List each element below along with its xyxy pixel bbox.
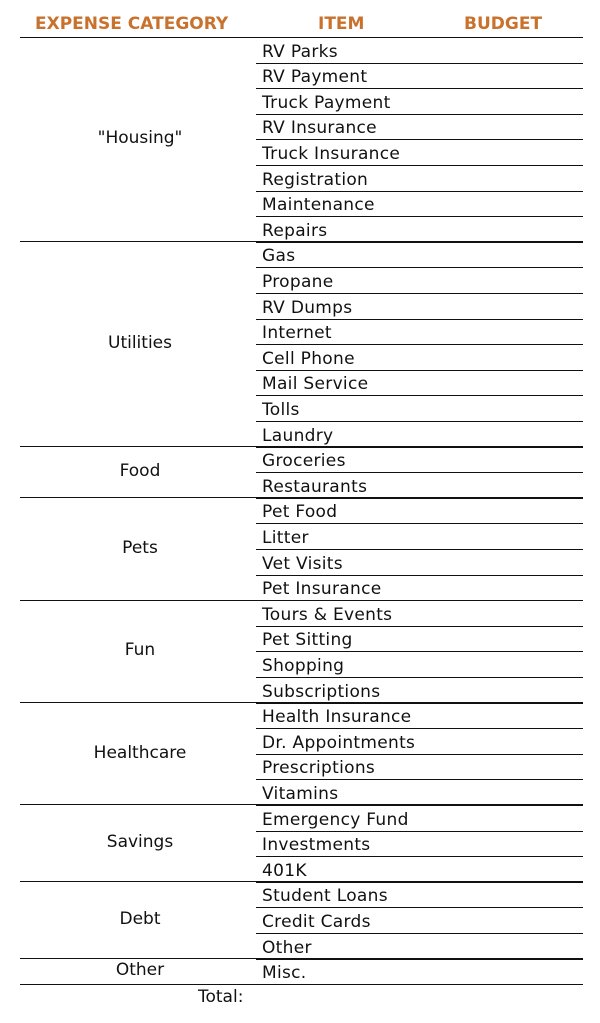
item-label: Health Insurance [262,707,412,728]
item-row [256,115,583,141]
item-label: Gas [262,246,296,267]
item-list [256,601,583,703]
item-row [256,550,583,576]
category-label: Debt [119,909,161,930]
item-row [256,243,583,269]
item-row [256,857,583,883]
item-row [256,883,583,909]
item-list [256,38,583,243]
expense-group [0,960,600,986]
item-label: Pet Sitting [262,630,353,651]
item-row [256,320,583,346]
item-label: Cell Phone [262,348,355,369]
expense-group [0,806,600,883]
category-label: Pets [122,537,158,558]
item-label: Prescriptions [262,758,376,779]
item-label: Laundry [262,425,334,446]
item-label: Repairs [262,220,328,241]
item-row [256,576,583,602]
expense-group [0,448,600,499]
item-label: Pet Insurance [262,579,382,600]
item-label: Tolls [262,399,300,420]
item-row [256,524,583,550]
item-label: Mail Service [262,374,369,395]
category-label: Food [119,461,161,482]
item-row [256,601,583,627]
item-row [256,371,583,397]
item-label: Restaurants [262,476,368,497]
item-row [256,473,583,499]
expense-group [0,883,600,960]
item-label: Student Loans [262,886,388,907]
item-row [256,908,583,934]
item-list [256,960,583,986]
item-label: RV Insurance [262,118,377,139]
item-row [256,166,583,192]
category-label: Savings [106,832,174,853]
item-row [256,832,583,858]
table-header [0,14,600,38]
item-label: Dr. Appointments [262,732,416,753]
item-label: 401K [262,860,307,881]
expense-group [0,704,600,806]
item-row [256,627,583,653]
item-row [256,448,583,474]
item-row [256,140,583,166]
item-row [256,499,583,525]
item-row [256,192,583,218]
item-row [256,934,583,960]
item-label: Credit Cards [262,911,371,932]
item-label: Truck Insurance [262,143,401,164]
item-label: RV Dumps [262,297,353,318]
expense-group [0,499,600,601]
item-row [256,652,583,678]
item-row [256,89,583,115]
item-label: Truck Payment [262,92,391,113]
header-expense-category: EXPENSE CATEGORY [35,14,229,34]
item-row [256,678,583,704]
item-label: Propane [262,271,334,292]
item-label: Registration [262,169,369,190]
header-budget: BUDGET [464,14,543,34]
item-label: Pet Food [262,502,338,523]
category-label: Other [115,960,165,981]
category-label: "Housing" [97,128,183,149]
item-row [256,268,583,294]
item-row [256,64,583,90]
item-row [256,729,583,755]
item-label: Tours & Events [262,604,393,625]
item-label: Shopping [262,655,345,676]
item-row [256,755,583,781]
expense-group [0,601,600,703]
item-list [256,806,583,883]
item-label: Subscriptions [262,681,381,702]
item-list [256,499,583,601]
item-row [256,780,583,806]
category-label: Fun [124,640,156,661]
item-list [256,704,583,806]
item-row [256,345,583,371]
item-label: Vitamins [262,783,339,804]
item-row [256,396,583,422]
item-label: RV Parks [262,41,338,62]
item-list [256,883,583,960]
item-label: Misc. [262,963,307,984]
item-list [256,448,583,499]
item-row [256,704,583,730]
item-label: Vet Visits [262,553,343,574]
group-divider [20,984,583,985]
category-label: Utilities [108,333,172,354]
item-row [256,38,583,64]
item-label: Maintenance [262,195,375,216]
item-row [256,294,583,320]
item-row [256,217,583,243]
item-label: Emergency Fund [262,809,409,830]
category-label: Healthcare [93,742,187,763]
expense-group [0,243,600,448]
total-label: Total: [198,987,244,1007]
item-label: Groceries [262,451,346,472]
expense-group [0,38,600,243]
item-label: RV Payment [262,67,368,88]
item-label: Litter [262,527,309,548]
item-row [256,806,583,832]
item-row [256,422,583,448]
item-list [256,243,583,448]
header-item: ITEM [318,14,365,34]
item-row [256,960,583,986]
item-label: Other [262,937,312,958]
item-label: Internet [262,323,332,344]
item-label: Investments [262,835,371,856]
